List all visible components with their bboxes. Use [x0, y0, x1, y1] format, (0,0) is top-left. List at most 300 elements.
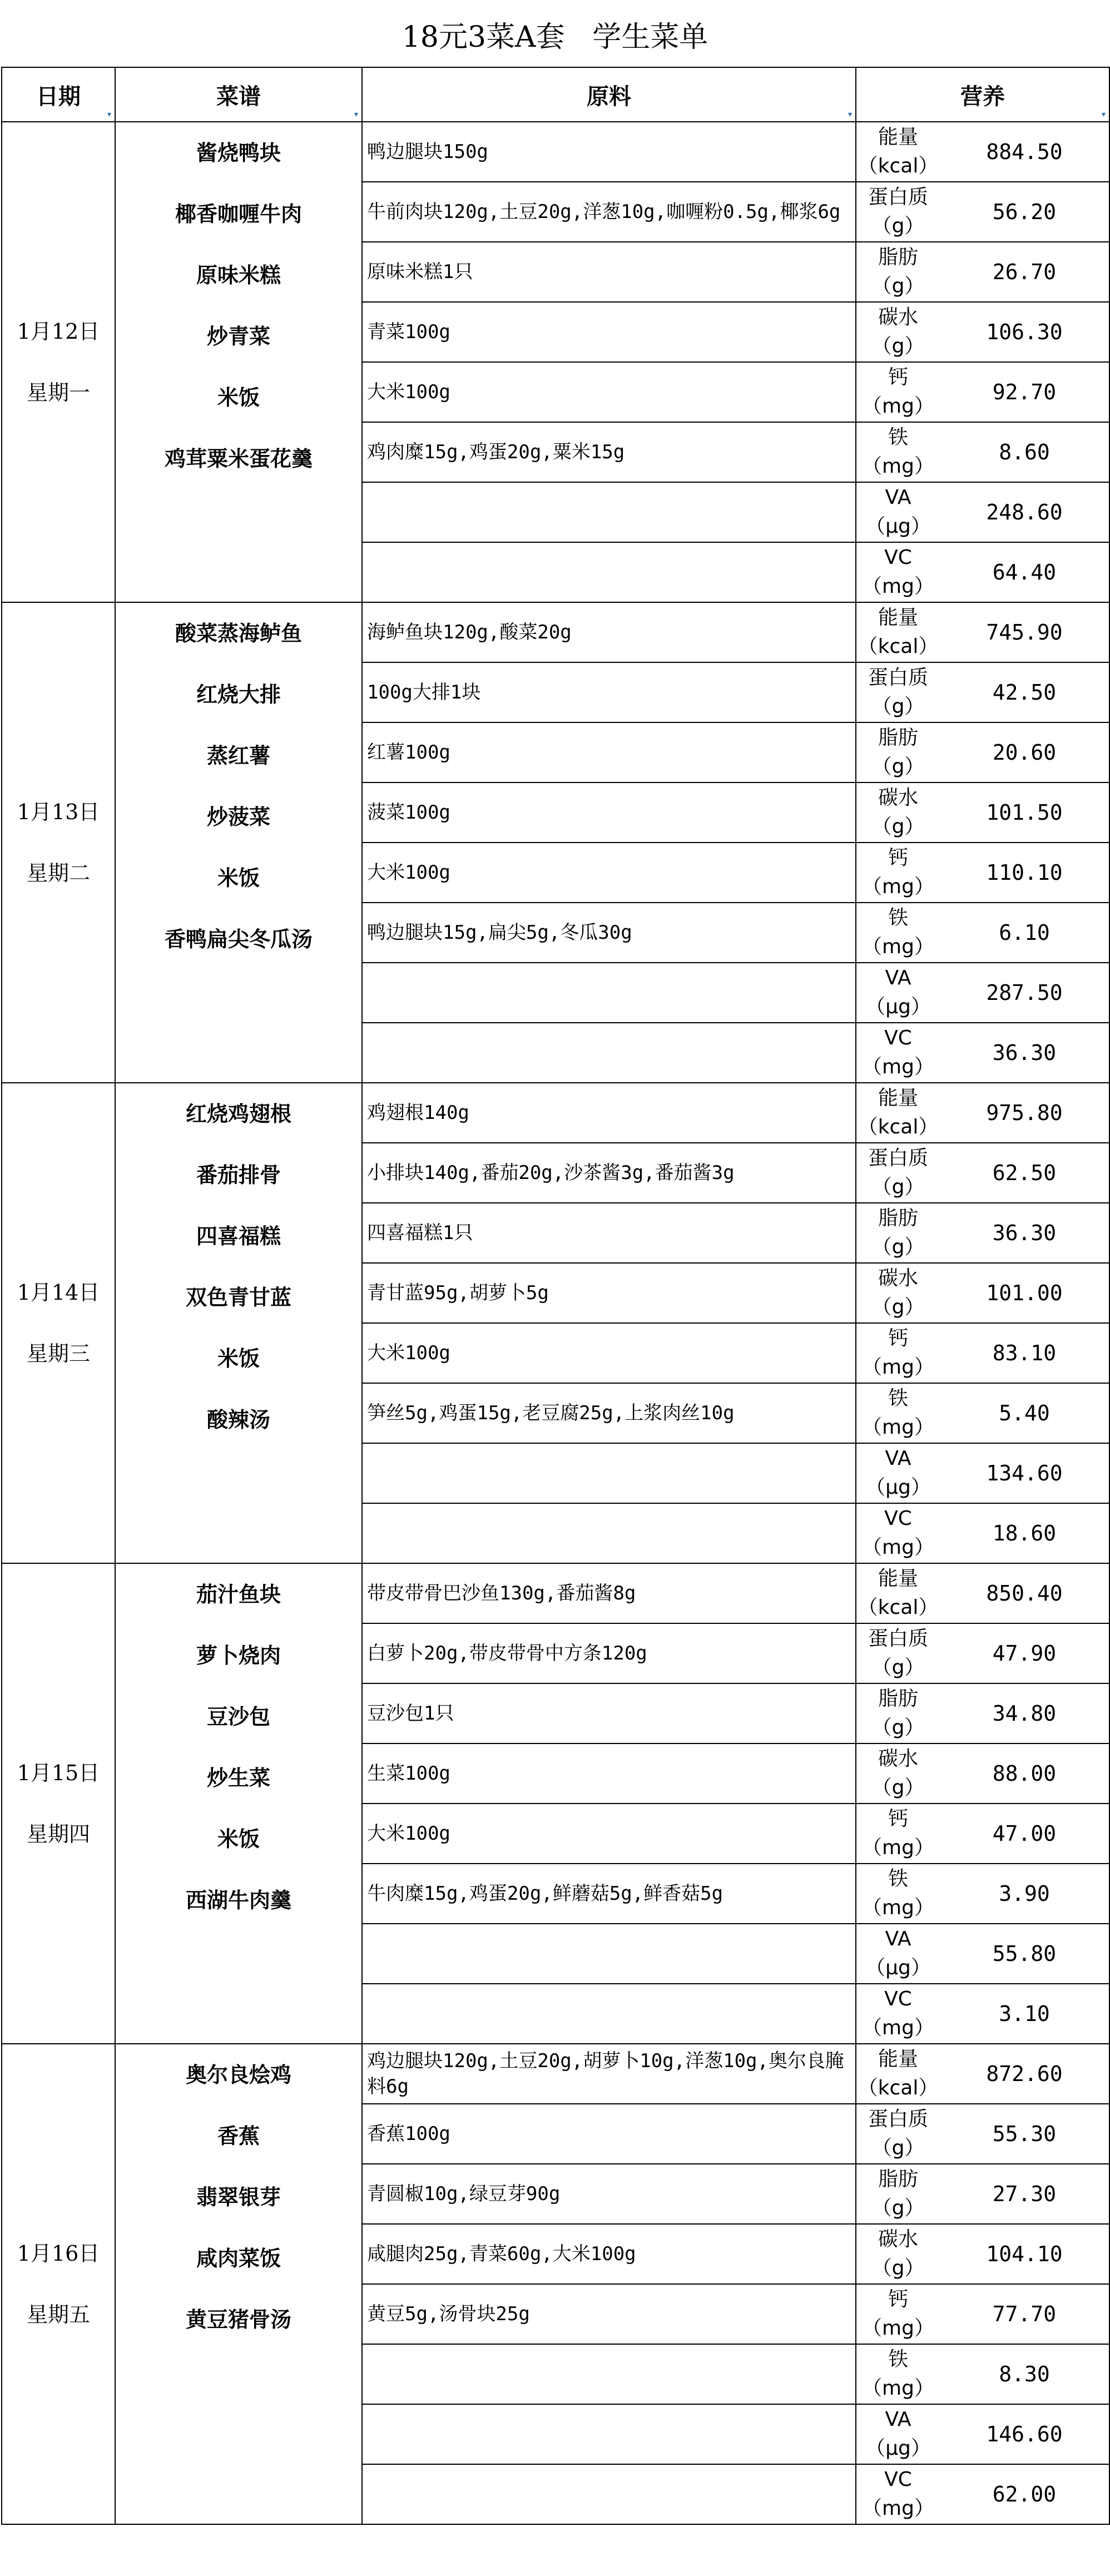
nutrient-label — [856, 2105, 940, 2163]
nutrient-unit: （g） — [871, 1776, 925, 1799]
menu-table — [1, 67, 1110, 2525]
nutrient-label — [856, 2345, 940, 2403]
nutrient-unit: （g） — [871, 2197, 925, 2220]
nutrient-unit: （g） — [871, 2137, 925, 2159]
nutrient-name: 能量 — [878, 1087, 918, 1109]
nutrient-unit: （g） — [871, 695, 925, 718]
nutrition-pair — [856, 2164, 1109, 2223]
dish-name: 黄豆猪骨汤 — [185, 2307, 291, 2332]
nutrition-pair — [856, 543, 1109, 602]
weekday-text: 星期三 — [26, 1341, 90, 1366]
nutrient-value: 3.90 — [999, 1881, 1050, 1906]
filter-dropdown-icon[interactable]: ▾ — [354, 110, 358, 119]
nutrition-pair — [856, 2044, 1109, 2103]
nutrition-pair — [856, 1504, 1109, 1563]
nutrient-unit: （kcal） — [858, 2077, 939, 2099]
nutrient-value: 36.30 — [992, 1041, 1057, 1065]
nutrient-value: 5.40 — [999, 1401, 1050, 1425]
nutrient-value: 20.60 — [992, 740, 1057, 765]
nutrition-cell[interactable] — [856, 2224, 1109, 2284]
nutrient-name: VC — [884, 1507, 912, 1530]
dish-list — [116, 1083, 361, 1450]
ingredient-cell[interactable] — [362, 542, 856, 602]
dish-name: 酱烧鸭块 — [196, 140, 281, 165]
nutrition-cell[interactable] — [856, 1323, 1109, 1383]
nutrient-unit: （mg） — [862, 1056, 934, 1078]
ingredient-cell[interactable]: 大米100g — [362, 843, 856, 903]
nutrient-name: 碳水 — [878, 2228, 918, 2251]
ingredient-cell[interactable]: 小排块140g,番茄20g,沙茶酱3g,番茄酱3g — [362, 1143, 856, 1203]
nutrition-cell[interactable] — [856, 1503, 1109, 1563]
nutrition-cell[interactable] — [856, 782, 1109, 843]
nutrition-cell[interactable] — [856, 1383, 1109, 1443]
nutrient-value: 34.80 — [992, 1701, 1057, 1726]
table-row — [2, 1563, 1109, 1623]
dish-name: 米饭 — [217, 1826, 260, 1851]
ingredient-cell[interactable]: 豆沙包1只 — [362, 1683, 856, 1743]
date-cell[interactable] — [2, 2044, 115, 2524]
nutrient-name: 钙 — [888, 366, 908, 389]
nutrient-value: 6.10 — [999, 920, 1050, 945]
nutrition-cell[interactable] — [856, 1623, 1109, 1683]
nutrient-value: 146.60 — [986, 2422, 1063, 2446]
weekday-text: 星期四 — [26, 1822, 90, 1846]
nutrient-value: 975.80 — [986, 1101, 1063, 1125]
nutrition-cell[interactable] — [856, 482, 1109, 542]
table-row — [2, 122, 1109, 182]
nutrition-pair — [856, 1804, 1109, 1863]
nutrient-value: 77.70 — [992, 2302, 1057, 2326]
nutrient-value: 36.30 — [992, 1221, 1057, 1245]
ingredient-cell[interactable]: 菠菜100g — [362, 782, 856, 843]
nutrition-cell[interactable] — [856, 242, 1109, 302]
nutrient-label — [856, 1384, 940, 1442]
nutrient-name: 能量 — [878, 126, 918, 148]
nutrition-cell[interactable] — [856, 1743, 1109, 1804]
dish-name: 茄汁鱼块 — [196, 1582, 281, 1607]
nutrient-value: 110.10 — [986, 860, 1063, 885]
ingredient-cell[interactable]: 生菜100g — [362, 1743, 856, 1804]
nutrition-pair — [856, 1444, 1109, 1503]
nutrition-cell[interactable] — [856, 1563, 1109, 1623]
ingredient-cell[interactable]: 鸭边腿块150g — [362, 122, 856, 182]
nutrient-name: 脂肪 — [878, 1207, 918, 1230]
nutrition-cell[interactable] — [856, 542, 1109, 602]
nutrient-label — [856, 1144, 940, 1202]
nutrition-cell[interactable] — [856, 2284, 1109, 2344]
nutrient-value: 92.70 — [992, 380, 1057, 404]
nutrient-name: VC — [884, 546, 912, 569]
nutrition-pair — [856, 1744, 1109, 1803]
nutrition-cell[interactable] — [856, 963, 1109, 1023]
ingredient-cell[interactable] — [362, 1924, 856, 1984]
nutrition-cell[interactable] — [856, 1263, 1109, 1323]
date-header[interactable]: 日期 ▾ — [2, 67, 115, 122]
dish-name: 米饭 — [217, 1346, 260, 1371]
nutrient-value: 101.00 — [986, 1281, 1063, 1305]
nutrition-cell[interactable] — [856, 2164, 1109, 2224]
nutrient-value: 62.00 — [992, 2482, 1057, 2506]
nutrition-pair — [856, 603, 1109, 662]
ingredient-cell[interactable]: 100g大排1块 — [362, 662, 856, 722]
nutrition-cell[interactable] — [856, 662, 1109, 722]
nutrition-pair — [856, 182, 1109, 241]
dish-list — [116, 1564, 361, 1931]
table-row — [2, 602, 1109, 662]
nutrition-pair — [856, 843, 1109, 902]
nutrient-label — [856, 123, 940, 181]
menu-cell[interactable] — [115, 1083, 362, 1563]
nutrition-pair — [856, 663, 1109, 722]
nutrient-label — [856, 1264, 940, 1322]
nutrient-unit: （μg） — [865, 995, 931, 1018]
nutrient-label — [856, 363, 940, 421]
nutrition-pair — [856, 2104, 1109, 2163]
nutrient-unit: （g） — [871, 755, 925, 778]
date-cell[interactable] — [2, 1563, 115, 2044]
dish-name: 萝卜烧肉 — [196, 1643, 281, 1668]
nutrition-cell[interactable] — [856, 1804, 1109, 1864]
nutrient-value: 62.50 — [992, 1161, 1057, 1185]
nutrition-pair — [856, 2285, 1109, 2344]
nutrition-pair — [856, 423, 1109, 482]
nutrition-cell[interactable] — [856, 1203, 1109, 1263]
nutrient-value: 27.30 — [992, 2182, 1057, 2206]
nutrient-unit: （μg） — [865, 515, 931, 538]
nutrient-label — [856, 423, 940, 481]
nutrient-value: 26.70 — [992, 260, 1057, 284]
nutrient-name: 蛋白质 — [868, 1627, 928, 1650]
nutrition-pair — [856, 1924, 1109, 1983]
nutrition-pair — [856, 723, 1109, 782]
nutrient-name: 铁 — [888, 906, 908, 929]
date-cell[interactable] — [2, 122, 115, 602]
nutrient-unit: （g） — [871, 1236, 925, 1259]
date-text: 1月14日 — [17, 1280, 100, 1305]
menu-cell[interactable] — [115, 122, 362, 602]
nutrition-cell[interactable] — [856, 1683, 1109, 1743]
dish-name: 鸡茸粟米蛋花羹 — [164, 446, 313, 471]
weekday-text: 星期一 — [26, 380, 90, 405]
nutrient-label — [856, 1805, 940, 1862]
nutrient-value: 8.30 — [999, 2362, 1050, 2386]
ingredient-cell[interactable] — [362, 2344, 856, 2404]
nutrient-name: 钙 — [888, 1807, 908, 1830]
dish-name: 米饭 — [217, 865, 260, 890]
nutrient-name: 蛋白质 — [868, 186, 928, 209]
nutrient-unit: （kcal） — [858, 1596, 939, 1619]
nutrient-value: 104.10 — [986, 2242, 1063, 2266]
menu-cell[interactable] — [115, 602, 362, 1083]
nutrient-label — [856, 1685, 940, 1742]
nutrient-label — [856, 543, 940, 601]
nutrient-name: 脂肪 — [878, 246, 918, 269]
nutrition-pair — [856, 122, 1109, 181]
ingredient-cell[interactable]: 鸭边腿块15g,扁尖5g,冬瓜30g — [362, 903, 856, 963]
nutrition-cell[interactable] — [856, 362, 1109, 422]
nutrient-value: 88.00 — [992, 1761, 1057, 1786]
nutrition-cell[interactable] — [856, 122, 1109, 182]
nutrient-label — [856, 2285, 940, 2343]
nutrition-pair — [856, 1684, 1109, 1743]
nutrient-label — [856, 663, 940, 721]
ingredient-cell[interactable] — [362, 1023, 856, 1083]
weekday-text: 星期二 — [26, 861, 90, 885]
nutrient-label — [856, 1444, 940, 1502]
nutrient-unit: （mg） — [862, 1536, 934, 1559]
date-text: 1月16日 — [17, 2241, 100, 2266]
date-text: 1月15日 — [17, 1761, 100, 1785]
filter-dropdown-icon[interactable]: ▾ — [107, 110, 111, 119]
nutrition-cell[interactable] — [856, 182, 1109, 242]
dish-name: 红烧大排 — [196, 682, 281, 707]
nutrition-cell[interactable] — [856, 602, 1109, 662]
nutrient-value: 3.10 — [999, 2002, 1050, 2026]
dish-name: 炒青菜 — [206, 324, 270, 349]
nutrition-pair — [856, 1984, 1109, 2043]
nutrient-unit: （μg） — [865, 1476, 931, 1499]
dish-list — [116, 2044, 361, 2350]
nutrient-unit: （g） — [871, 215, 925, 237]
nutrient-label — [856, 483, 940, 541]
ingredient-cell[interactable]: 鸡翅根140g — [362, 1083, 856, 1143]
nutrition-cell[interactable] — [856, 903, 1109, 963]
ingredient-cell[interactable] — [362, 963, 856, 1023]
nutrient-unit: （mg） — [862, 875, 934, 898]
ingredient-cell[interactable]: 牛前肉块120g,土豆20g,洋葱10g,咖喱粉0.5g,椰浆6g — [362, 182, 856, 242]
nutrient-value: 42.50 — [992, 680, 1057, 705]
ingredient-cell[interactable]: 香蕉100g — [362, 2104, 856, 2164]
nutrition-cell[interactable] — [856, 2044, 1109, 2104]
nutrient-unit: （mg） — [862, 1356, 934, 1379]
nutrient-unit: （kcal） — [858, 635, 939, 658]
nutrition-pair — [856, 1324, 1109, 1383]
ingredient-cell[interactable] — [362, 2404, 856, 2464]
ingredient-cell[interactable]: 鸡边腿块120g,土豆20g,胡萝卜10g,洋葱10g,奥尔良腌料6g — [362, 2044, 856, 2104]
ingredient-cell[interactable] — [362, 2464, 856, 2524]
nutrition-cell[interactable] — [856, 1443, 1109, 1503]
nutrient-value: 55.80 — [992, 1941, 1057, 1966]
nutrient-label — [856, 784, 940, 841]
nutrient-value: 745.90 — [986, 620, 1063, 645]
dish-list — [116, 122, 361, 489]
dish-name: 香蕉 — [217, 2123, 260, 2148]
ingredient-cell[interactable]: 咸腿肉25g,青菜60g,大米100g — [362, 2224, 856, 2284]
nutrient-name: VC — [884, 2468, 912, 2491]
nutrition-pair — [856, 1564, 1109, 1623]
nutrient-unit: （mg） — [862, 395, 934, 418]
ingredient-cell[interactable]: 青圆椒10g,绿豆芽90g — [362, 2164, 856, 2224]
nutrient-unit: （μg） — [865, 1956, 931, 1979]
nutrient-value: 18.60 — [992, 1521, 1057, 1545]
ingredient-cell[interactable]: 大米100g — [362, 1804, 856, 1864]
nutrition-cell[interactable] — [856, 2464, 1109, 2524]
nutrient-unit: （g） — [871, 1176, 925, 1198]
nutrient-label — [856, 844, 940, 901]
dish-name: 酸菜蒸海鲈鱼 — [175, 621, 302, 646]
nutrient-name: 铁 — [888, 1867, 908, 1890]
nutrient-value: 134.60 — [986, 1461, 1063, 1485]
ingredient-cell[interactable]: 笋丝5g,鸡蛋15g,老豆腐25g,上浆肉丝10g — [362, 1383, 856, 1443]
nutrient-value: 47.90 — [992, 1641, 1057, 1666]
nutrient-unit: （g） — [871, 1716, 925, 1739]
ingredient-cell[interactable]: 四喜福糕1只 — [362, 1203, 856, 1263]
ingredient-cell[interactable]: 大米100g — [362, 362, 856, 422]
nutrient-name: 脂肪 — [878, 2168, 918, 2191]
nutrient-value: 248.60 — [986, 500, 1063, 524]
ingredient-cell[interactable]: 鸡肉糜15g,鸡蛋20g,粟米15g — [362, 422, 856, 482]
nutrition-cell[interactable] — [856, 2104, 1109, 2164]
dish-name: 双色青甘蓝 — [185, 1285, 291, 1310]
ingredient-cell[interactable] — [362, 1503, 856, 1563]
nutrient-value: 56.20 — [992, 200, 1057, 224]
nutrition-cell[interactable] — [856, 843, 1109, 903]
nutrient-name: 碳水 — [878, 1267, 918, 1290]
nutrient-name: 碳水 — [878, 306, 918, 329]
ingredient-cell[interactable] — [362, 482, 856, 542]
nutrition-cell[interactable] — [856, 1023, 1109, 1083]
nutrient-unit: （g） — [871, 335, 925, 358]
nutrient-unit: （kcal） — [858, 155, 939, 177]
dish-name: 西湖牛肉羹 — [185, 1888, 291, 1913]
nutrition-cell[interactable] — [856, 302, 1109, 362]
ingredient-cell[interactable]: 黄豆5g,汤骨块25g — [362, 2284, 856, 2344]
nutrient-unit: （mg） — [862, 2497, 934, 2520]
nutrient-name: VC — [884, 1988, 912, 2010]
nutrient-name: VA — [885, 967, 911, 989]
nutrient-label — [856, 303, 940, 361]
nutrient-name: 蛋白质 — [868, 666, 928, 689]
dish-name: 酸辣汤 — [206, 1407, 270, 1432]
nutrient-unit: （mg） — [862, 455, 934, 478]
nutrient-label — [856, 1865, 940, 1923]
nutrition-cell[interactable] — [856, 1984, 1109, 2044]
nutrition-cell[interactable] — [856, 722, 1109, 782]
nutrient-unit: （mg） — [862, 935, 934, 958]
nutrition-cell[interactable] — [856, 2344, 1109, 2404]
nutrition-pair — [856, 483, 1109, 542]
dish-name: 翡翠银芽 — [196, 2184, 281, 2210]
nutrient-label — [856, 1324, 940, 1382]
ingredient-cell[interactable]: 白萝卜20g,带皮带骨中方条120g — [362, 1623, 856, 1683]
nutrient-name: 蛋白质 — [868, 1147, 928, 1170]
nutrient-name: 铁 — [888, 1387, 908, 1410]
ingredient-cell[interactable]: 红薯100g — [362, 722, 856, 782]
dish-name: 原味米糕 — [196, 262, 281, 288]
dish-name: 番茄排骨 — [196, 1162, 281, 1187]
ingredient-cell[interactable]: 原味米糕1只 — [362, 242, 856, 302]
nutrition-pair — [856, 2465, 1109, 2524]
dish-name: 椰香咖喱牛肉 — [175, 201, 302, 226]
ingredient-cell[interactable]: 牛肉糜15g,鸡蛋20g,鲜蘑菇5g,鲜香菇5g — [362, 1864, 856, 1924]
nutrient-label — [856, 2225, 940, 2283]
dish-name: 香鸭扁尖冬瓜汤 — [164, 927, 313, 952]
nutrient-name: VC — [884, 1027, 912, 1049]
nutrient-unit: （g） — [871, 1296, 925, 1319]
menu-header[interactable]: 菜谱 ▾ — [115, 67, 362, 122]
date-cell[interactable] — [2, 602, 115, 1083]
nutrition-cell[interactable] — [856, 1924, 1109, 1984]
nutrient-label — [856, 603, 940, 661]
nutrient-name: 蛋白质 — [868, 2108, 928, 2131]
nutrient-unit: （mg） — [862, 2017, 934, 2039]
nutrient-label — [856, 724, 940, 781]
nutrient-unit: （g） — [871, 1656, 925, 1679]
nutrient-value: 47.00 — [992, 1821, 1057, 1846]
nutrition-cell[interactable] — [856, 1143, 1109, 1203]
nutrition-header[interactable]: 营养 ▾ — [856, 67, 1109, 122]
nutrient-value: 884.50 — [986, 140, 1063, 164]
menu-cell[interactable] — [115, 1563, 362, 2044]
nutrient-label — [856, 904, 940, 962]
nutrition-pair — [856, 363, 1109, 422]
nutrition-cell[interactable] — [856, 1864, 1109, 1924]
nutrition-pair — [856, 1264, 1109, 1322]
nutrient-name: 钙 — [888, 1327, 908, 1350]
nutrient-name: VA — [885, 2408, 911, 2431]
nutrient-name: 钙 — [888, 2288, 908, 2311]
header-row — [2, 67, 1109, 122]
ingredient-cell[interactable]: 带皮带骨巴沙鱼130g,番茄酱8g — [362, 1563, 856, 1623]
dish-name: 红烧鸡翅根 — [185, 1101, 291, 1126]
ingredient-cell[interactable]: 大米100g — [362, 1323, 856, 1383]
ingredient-cell[interactable]: 海鲈鱼块120g,酸菜20g — [362, 602, 856, 662]
nutrient-unit: （mg） — [862, 575, 934, 598]
nutrient-name: 能量 — [878, 2048, 918, 2070]
nutrition-pair — [856, 1864, 1109, 1923]
nutrient-name: 碳水 — [878, 786, 918, 809]
filter-dropdown-icon[interactable]: ▾ — [848, 110, 852, 119]
date-cell[interactable] — [2, 1083, 115, 1563]
ingredient-cell[interactable] — [362, 1443, 856, 1503]
nutrient-value: 106.30 — [986, 320, 1063, 344]
nutrition-pair — [856, 783, 1109, 842]
ingredient-cell[interactable] — [362, 1984, 856, 2044]
ingredients-header[interactable]: 原料 ▾ — [362, 67, 856, 122]
nutrient-name: 钙 — [888, 846, 908, 869]
nutrition-cell[interactable] — [856, 2404, 1109, 2464]
nutrition-pair — [856, 1624, 1109, 1683]
dish-name: 四喜福糕 — [196, 1223, 281, 1249]
date-text: 1月13日 — [17, 800, 100, 824]
nutrient-name: 能量 — [878, 606, 918, 629]
ingredient-cell[interactable]: 青菜100g — [362, 302, 856, 362]
menu-cell[interactable] — [115, 2044, 362, 2524]
nutrient-unit: （g） — [871, 815, 925, 838]
nutrient-label — [856, 1624, 940, 1682]
nutrient-label — [856, 1204, 940, 1262]
nutrient-name: 脂肪 — [878, 726, 918, 749]
nutrient-name: VA — [885, 1447, 911, 1470]
nutrition-pair — [856, 242, 1109, 301]
dish-name: 炒生菜 — [206, 1765, 270, 1790]
filter-dropdown-icon[interactable]: ▾ — [1101, 110, 1106, 119]
nutrition-pair — [856, 1083, 1109, 1142]
nutrient-name: 铁 — [888, 2348, 908, 2371]
nutrient-unit: （mg） — [862, 1896, 934, 1919]
nutrient-unit: （μg） — [865, 2437, 931, 2460]
ingredient-cell[interactable]: 青甘蓝95g,胡萝卜5g — [362, 1263, 856, 1323]
nutrition-cell[interactable] — [856, 1083, 1109, 1143]
nutrient-unit: （mg） — [862, 1836, 934, 1859]
nutrition-cell[interactable] — [856, 422, 1109, 482]
nutrient-label — [856, 1985, 940, 2043]
dish-name: 咸肉菜饭 — [196, 2246, 281, 2271]
nutrient-name: 碳水 — [878, 1747, 918, 1770]
nutrition-pair — [856, 903, 1109, 962]
dish-name: 米饭 — [217, 385, 260, 410]
nutrient-value: 850.40 — [986, 1581, 1063, 1606]
